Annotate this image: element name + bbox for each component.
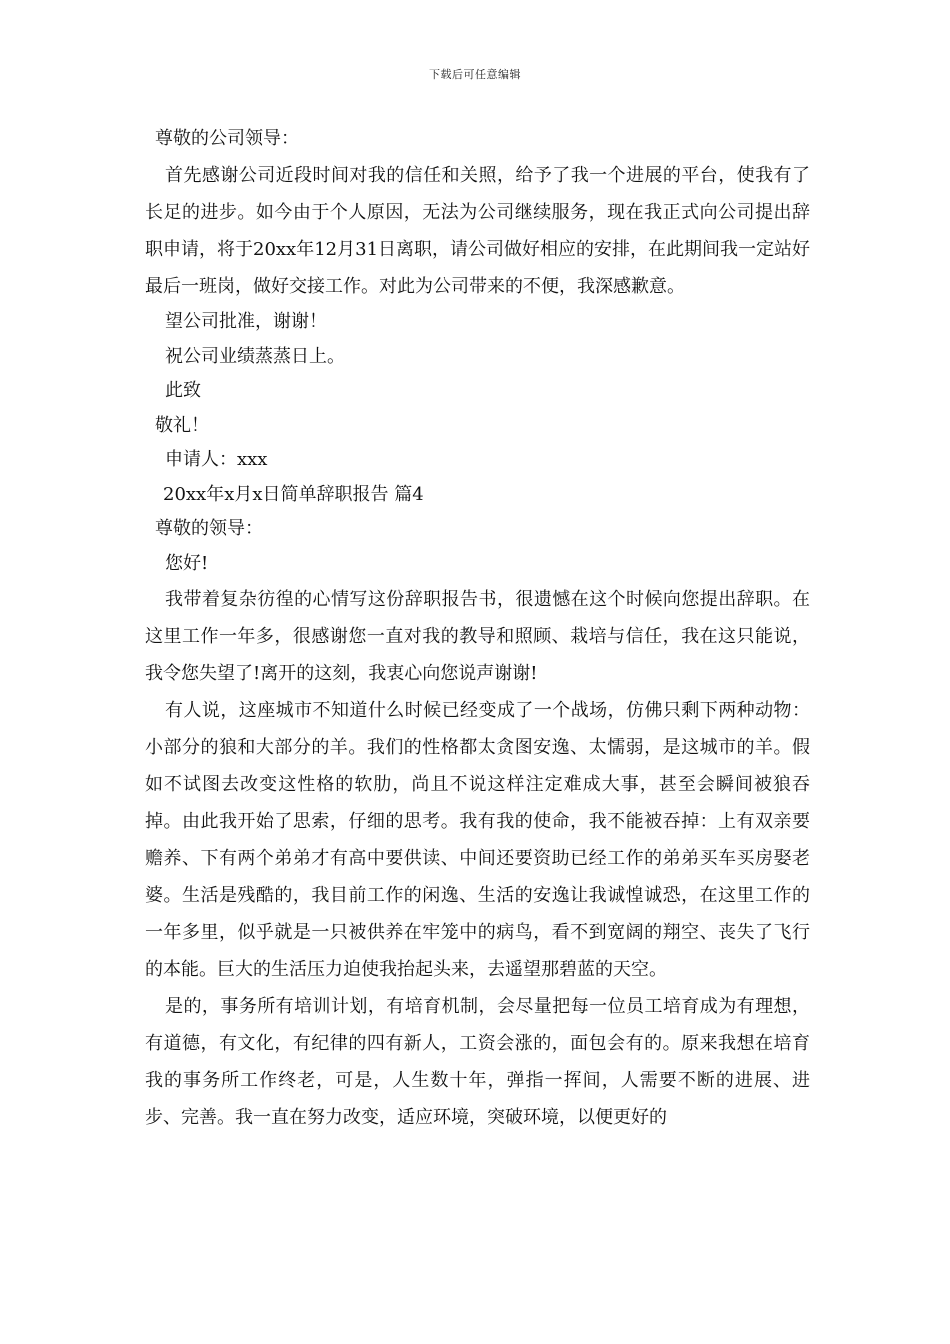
salutation-leader: 尊敬的领导： (155, 518, 263, 539)
download-note: 下载后可任意编辑 (429, 68, 521, 81)
approve-line: 望公司批准，谢谢！ (165, 311, 327, 332)
closing-cizhi: 此致 (165, 380, 201, 401)
closing-jingli: 敬礼！ (155, 414, 209, 436)
applicant-line: 申请人：xxx (165, 449, 268, 470)
salutation-company: 尊敬的公司领导： (155, 128, 299, 149)
paragraph-4: 是的，事务所有培训计划，有培育机制，会尽量把每一位员工培育成为有理想，有道德，有文化，有纪律的四有新人，工资会涨的，面包会有的。原来我想在培育我的事务所工作终老，可是，人生数十年，弹指一挥间，人需要不断的进展、进步、完善。我一直在努力改变，适应环境，突破环境，以便更好的 (145, 996, 810, 1128)
date-title-line: 20xx年x月x日简单辞职报告 篇4 (163, 483, 424, 505)
paragraph-1: 首先感谢公司近段时间对我的信任和关照，给予了我一个进展的平台，使我有了长足的进步。如今由于个人原因，无法为公司继续服务，现在我正式向公司提出辞职申请，将于20xx年12月31日离职，请公司做好相应的安排，在此期间我一定站好最后一班岗，做好交接工作。对此为公司带来的不便，我深感歉意。 (145, 165, 811, 297)
paragraph-2: 我带着复杂彷徨的心情写这份辞职报告书，很遗憾在这个时候向您提出辞职。在这里工作一年多，很感谢您一直对我的教导和照顾、栽培与信任，我在这只能说，我令您失望了!离开的这刻，我衷心向您说声谢谢! (145, 589, 810, 684)
paragraph-3: 有人说，这座城市不知道什么时候已经变成了一个战场，仿佛只剩下两种动物：小部分的狼和大部分的羊。我们的性格都太贪图安逸、太懦弱，是这城市的羊。假如不试图去改变这性格的软肋，尚且不说这样注定难成大事，甚至会瞬间被狼吞掉。由此我开始了思索，仔细的思考。我有我的使命，我不能被吞掉：上有双亲要赡养、下有两个弟弟才有高中要供读、中间还要资助已经工作的弟弟买车买房娶老婆。生活是残酷的，我目前工作的闲逸、生活的安逸让我诚惶诚恐，在这里工作的一年多里，似乎就是一只被供养在牢笼中的病鸟，看不到宽阔的翔空、丧失了飞行的本能。巨大的生活压力迫使我抬起头来，去遥望那碧蓝的天空。 (145, 700, 810, 980)
greeting-line: 您好! (165, 552, 209, 574)
document-body (145, 120, 810, 1136)
wish-line: 祝公司业绩蒸蒸日上。 (165, 345, 345, 367)
